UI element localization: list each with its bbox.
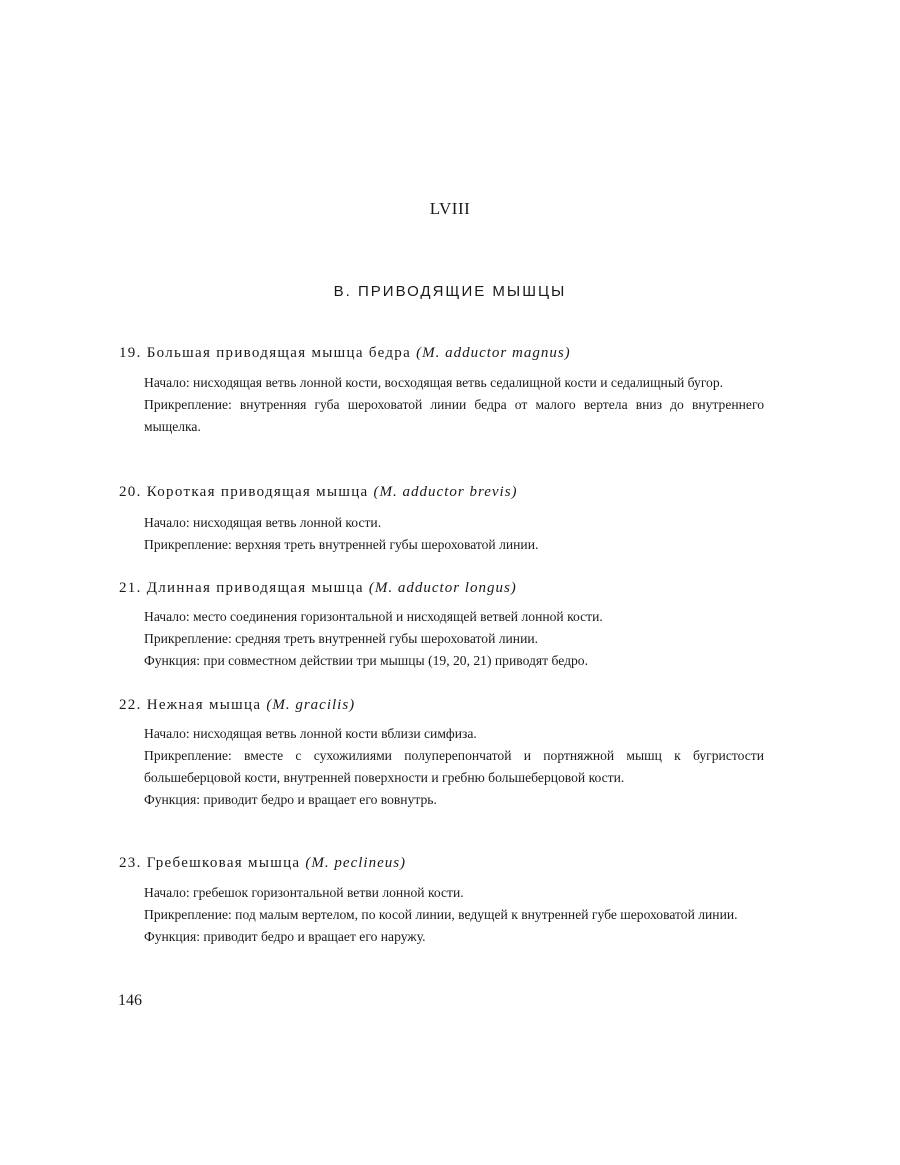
function-line: Функция: приводит бедро и вращает его наружу. <box>144 929 426 944</box>
origin-line: Начало: гребешок горизонтальной ветви лонной кости. <box>144 885 464 900</box>
insertion-line: Прикрепление: верхняя треть внутренней губы шероховатой линии. <box>144 537 539 552</box>
muscle-description <box>144 372 764 438</box>
origin-line: Начало: нисходящая ветвь лонной кости. <box>144 515 382 530</box>
muscle-description <box>144 723 764 811</box>
muscle-name: 23. Гребешковая мышца <box>119 855 301 871</box>
muscle-heading <box>119 697 355 714</box>
latin-name: (M. adductor magnus) <box>416 345 571 361</box>
muscle-name: 19. Большая приводящая мышца бедра <box>119 345 412 361</box>
insertion-line: Прикрепление: под малым вертелом, по косой линии, ведущей к внутренней губе шероховатой линии. <box>144 907 738 922</box>
latin-name: (M. adductor brevis) <box>373 484 518 500</box>
page-number: 146 <box>118 992 142 1009</box>
muscle-heading <box>119 484 518 501</box>
muscle-name: 22. Нежная мышца <box>119 697 262 713</box>
muscle-name: 21. Длинная приводящая мышца <box>119 580 364 596</box>
function-line: Функция: приводит бедро и вращает его вовнутрь. <box>144 792 437 807</box>
insertion-line: Прикрепление: средняя треть внутренней губы шероховатой линии. <box>144 631 539 646</box>
latin-name: (M. adductor longus) <box>368 580 517 596</box>
muscle-description <box>144 512 764 556</box>
muscle-name: 20. Короткая приводящая мышца <box>119 484 369 500</box>
muscle-heading <box>119 580 517 597</box>
origin-line: Начало: нисходящая ветвь лонной кости, восходящая ветвь седалищной кости и седалищный бугор. <box>144 375 724 390</box>
latin-name: (M. gracilis) <box>266 697 356 713</box>
function-line: Функция: при совместном действии три мышцы (19, 20, 21) приводят бедро. <box>144 653 588 668</box>
chapter-number: LVIII <box>429 199 471 218</box>
latin-name: (M. peclineus) <box>305 855 407 871</box>
section-title: В. ПРИВОДЯЩИЕ МЫШЦЫ <box>333 283 567 300</box>
insertion-line: Прикрепление: вместе с сухожилиями полуперепончатой и портняжной мышц к бугристости большеберцовой кости, внутренней поверхности и гребню большеберцовой кости. <box>144 748 764 785</box>
insertion-line: Прикрепление: внутренняя губа шероховатой линии бедра от малого вертела вниз до внутреннего мыщелка. <box>144 397 764 434</box>
muscle-heading <box>119 345 571 362</box>
muscle-heading <box>119 855 406 872</box>
muscle-description <box>144 606 764 672</box>
muscle-description <box>144 882 764 948</box>
origin-line: Начало: место соединения горизонтальной и нисходящей ветвей лонной кости. <box>144 609 603 624</box>
origin-line: Начало: нисходящая ветвь лонной кости вблизи симфиза. <box>144 726 477 741</box>
